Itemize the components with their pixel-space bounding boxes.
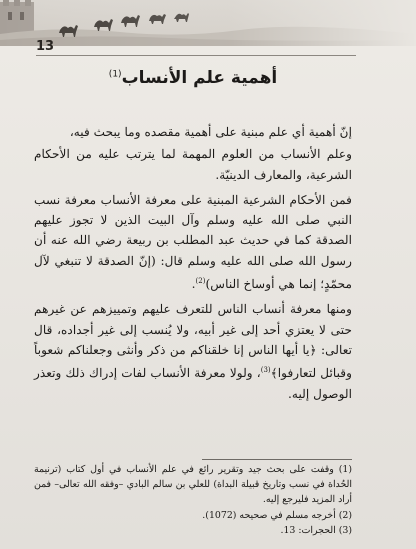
chapter-title-text: أهمية علم الأنساب bbox=[121, 68, 278, 88]
paragraph-4 bbox=[34, 299, 352, 404]
footnote-1: (1) وقفت على بحث جيد وتقرير رائع في علم الأنساب في أول كتاب (ترنيمة الحُداة في نسب وتاريخ قبيلة البداة) للعلي بن سالم البادي –وفقه الله تعالى– فمن أراد المزيد فليرجع إليه. bbox=[34, 464, 352, 506]
footnote-3: (3) الحجرات: 13. bbox=[280, 524, 352, 536]
desert-caravan-image bbox=[0, 0, 416, 46]
paragraph-3-end: . bbox=[191, 277, 196, 292]
footnote-separator bbox=[202, 459, 352, 460]
paragraph-1: إنّ أهمية أي علم مبنية على أهمية مقصده وما يبحث فيه، bbox=[69, 125, 352, 139]
paragraph-3 bbox=[34, 190, 352, 295]
header-rule bbox=[36, 55, 356, 56]
paragraph-4-text: ومنها معرفة أنساب الناس للتعرف عليهم وتمييزهم عن غيرهم حتى لا يعتزي أحد إلى غير أبيه، ولا يُنسب إلى غير أجداده، قال تعالى: ﴿يا أيها الناس إنا خلقناكم من ذكر وأنثى وجعلناكم شعوباً وقبائل لتعارفوا﴾ bbox=[34, 302, 352, 381]
header-decoration bbox=[0, 0, 416, 46]
chapter-title bbox=[30, 68, 356, 88]
footnote-2: (2) أخرجه مسلم في صحيحه (1072). bbox=[202, 509, 352, 521]
paragraph-4-end: ، ولولا معرفة الأنساب لفات إدراك ذلك وتعذر الوصول إليه. bbox=[34, 366, 352, 401]
title-footnote-ref: (1) bbox=[108, 69, 122, 80]
paragraph-3-text: فمن الأحكام الشرعية المبنية على معرفة الأنساب معرفة نسب النبي صلى الله عليه وسلم وآل البيت الذين لا تجوز عليهم الصدقة كما في حديث عبد المطلب بن ربيعة رضي الله عنه أن رسول الله صلى الله عليه وسلم قال: (إنّ الصدقة لا تنبغي لآل محمّدٍ؛ إنما هي أوساخ الناس) bbox=[34, 192, 352, 292]
footnote-ref-3: (3) bbox=[260, 366, 271, 375]
page-number: 13 bbox=[36, 39, 55, 54]
body-text bbox=[34, 122, 352, 406]
footnotes bbox=[34, 462, 352, 538]
footnote-ref-2: (2) bbox=[195, 277, 206, 286]
paragraph-2: وعلم الأنساب من العلوم المهمة لما يترتب عليه من الأحكام الشرعية، والمعارف الدينيّة. bbox=[34, 147, 352, 182]
